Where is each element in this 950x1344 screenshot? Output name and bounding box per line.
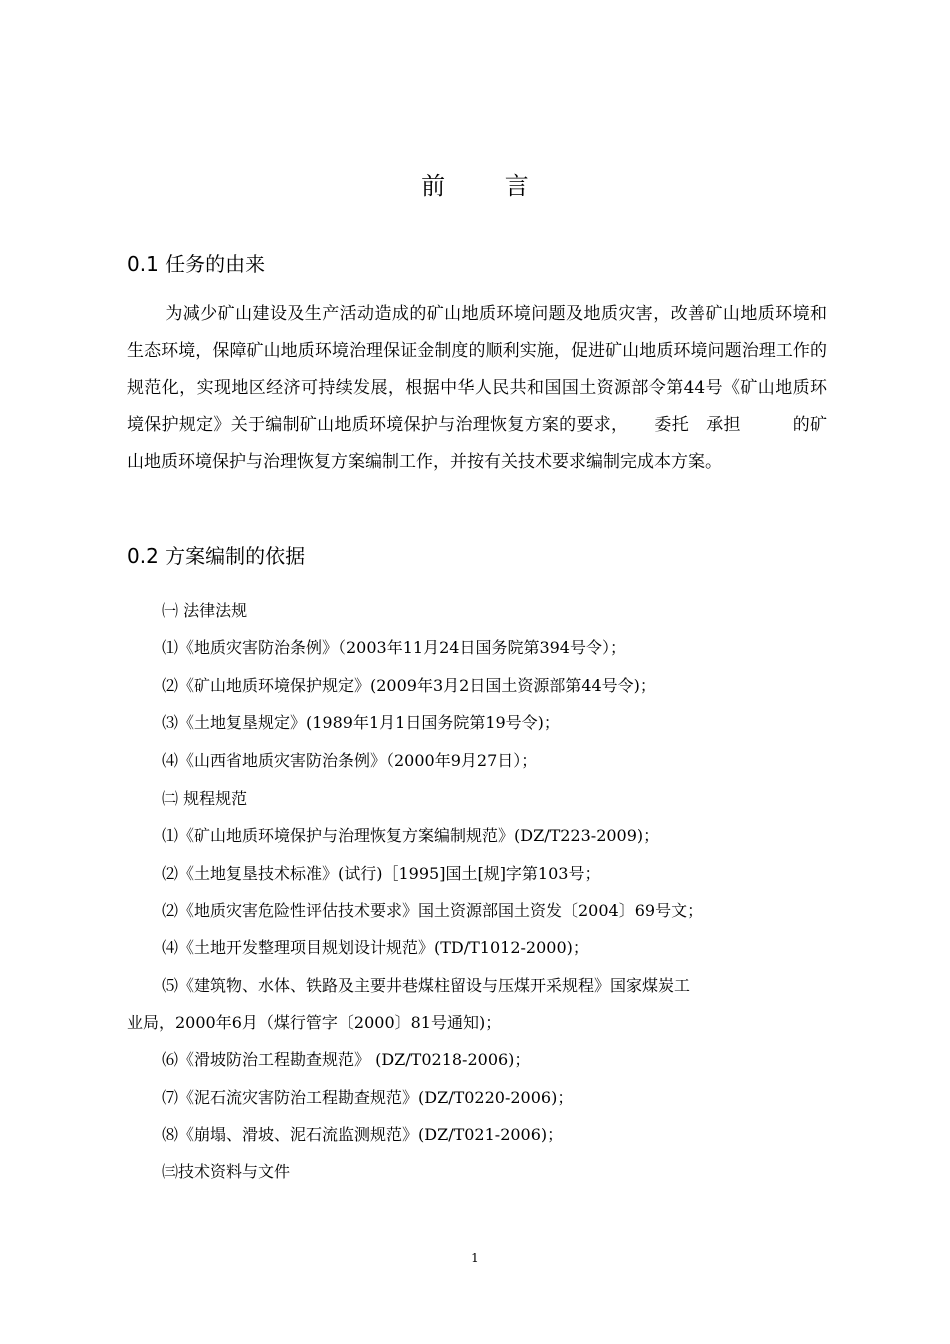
section-heading-basis: 0.2 方案编制的依据 xyxy=(127,544,306,568)
list-item: ⑹《滑坡防治工程勘查规范》 (DZ/T0218-2006)； xyxy=(162,1050,531,1069)
page-number: 1 xyxy=(471,1251,479,1265)
list-item: ⑵《地质灾害危险性评估技术要求》国土资源部国土资发〔2004〕69号文； xyxy=(162,901,704,920)
page-title: 前 言 xyxy=(421,172,555,200)
list-item: ⑶《土地复垦规定》(1989年1月1日国务院第19号令)； xyxy=(162,713,560,732)
list-item: ㈡ 规程规范 xyxy=(162,789,248,808)
list-item: ⑴《矿山地质环境保护与治理恢复方案编制规范》(DZ/T223-2009)； xyxy=(162,826,660,845)
list-item: ⑵《土地复垦技术标准》(试行)［1995]国土[规]字第103号； xyxy=(162,864,601,883)
list-item: ⑴《地质灾害防治条例》（2003年11月24日国务院第394号令）； xyxy=(162,638,626,657)
list-item: ⑵《矿山地质环境保护规定》(2009年3月2日国土资源部第44号令)； xyxy=(162,676,656,695)
section-paragraph xyxy=(127,296,827,481)
list-item: ⑷《土地开发整理项目规划设计规范》(TD/T1012-2000)； xyxy=(162,938,589,957)
section-heading-origin: 0.1 任务的由来 xyxy=(127,252,266,276)
list-item: ㈠ 法律法规 xyxy=(162,601,248,620)
list-item: ⑺《泥石流灾害防治工程勘查规范》(DZ/T0220-2006)； xyxy=(162,1088,574,1107)
list-item: ⑻《崩塌、滑坡、泥石流监测规范》(DZ/T021-2006)； xyxy=(162,1125,564,1144)
list-item: ⑸《建筑物、水体、铁路及主要井巷煤柱留设与压煤开采规程》国家煤炭工 xyxy=(162,976,691,995)
list-item-continuation: 业局，2000年6月（煤行管字〔2000〕81号通知)； xyxy=(127,1013,502,1032)
paragraph-text: 为减少矿山建设及生产活动造成的矿山地质环境问题及地质灾害，改善矿山地质环境和生态环境，保障矿山地质环境治理保证金制度的顺利实施，促进矿山地质环境问题治理工作的规范化，实现地区经济可持续发展，根据中华人民共和国国土资源部令第44号《矿山地质环境保护规定》关于编制矿山地质环境保护与治理恢复方案的要求， 委托 承担 的矿山地质环境保护与治理恢复方案编制工作，并按有关技术要求编制完成本方案。 xyxy=(127,304,827,472)
list-item: ㈢技术资料与文件 xyxy=(162,1162,291,1181)
list-item: ⑷《山西省地质灾害防治条例》（2000年9月27日）； xyxy=(162,751,538,770)
